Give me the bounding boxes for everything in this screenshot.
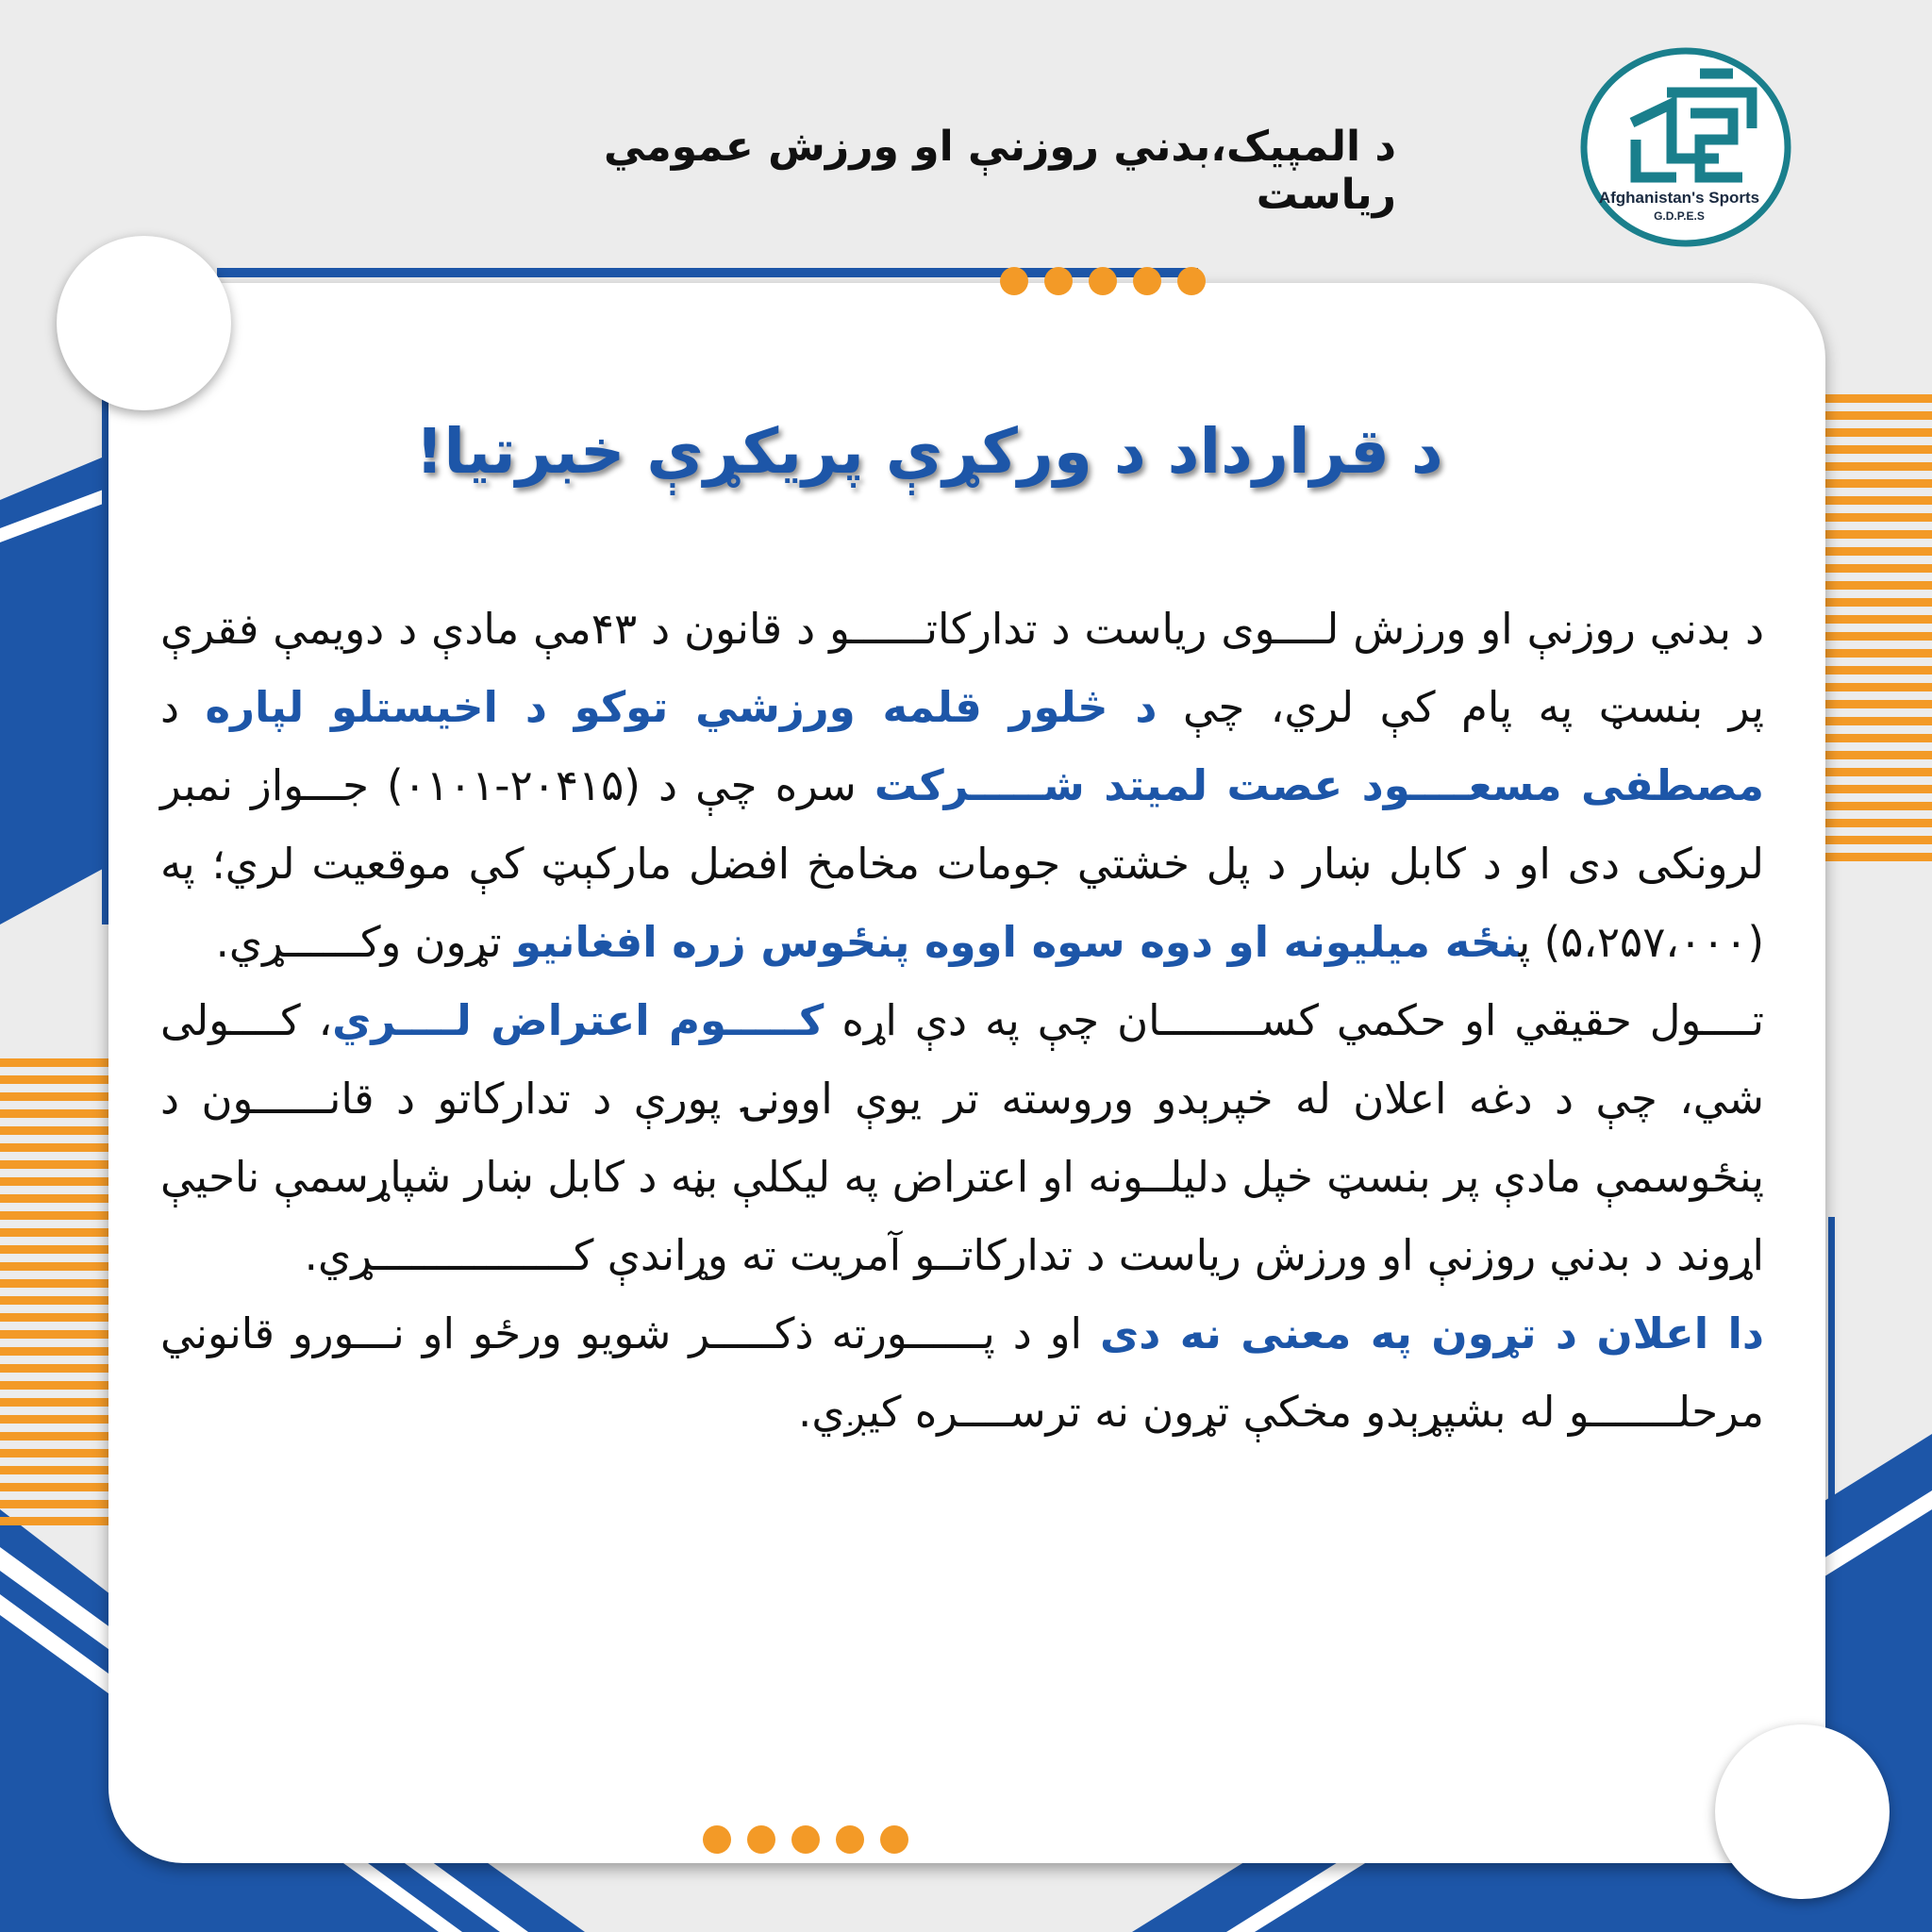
p2-text-1: تــــول حقیقي او حکمي کســــــــان چې په دې اړه [824,995,1764,1045]
corner-circle-bottom-right [1715,1724,1890,1899]
paragraph-3 [160,1294,1764,1451]
paragraph-1 [160,590,1764,981]
p2-text-2: ، کــــولی شي، چې د دغه اعلان له خپرېدو وروسته تر یوې اوونۍ پورې د تدارکاتو د قانــــــون د پنځوسمې مادې پر بنسټ خپل دلیلــونه او اعتراض په لیکلې بڼه د کابل ښار شپاړسمې ناحیې اړوند د بدني روزنې او ورزش ریاست د تدارکاتــو آمریت ته وړاندې کــــــــــــــــړي. [160,995,1764,1280]
p1-highlight-2: مصطفی مسعــــود عصت لمیتد شـــــرکت [874,760,1764,810]
corner-circle-top-left [57,236,231,410]
logo-text-sub: G.D.P.E.S [1654,209,1705,223]
p2-highlight-1: کـــــوم اعتراض لــــري [332,995,824,1045]
p1-text-2: د [160,682,206,732]
bottom-orange-dots [689,1821,934,1858]
p3-highlight-1: دا اعلان د تړون په معنی نه دی [1100,1308,1764,1358]
p1-text-4: تړون وکــــــړي. [215,917,515,967]
p1-text-1: د بدني روزنې او ورزش لــــوی ریاست د تدارکاتــــــو د قانون د ۴۳مې مادې د دویمې فقرې پر بنسټ په پام کې لري، چې [160,604,1765,732]
logo-text-main: Afghanistan's Sports [1598,189,1760,207]
header-title: د المپیک،بدني روزنې او ورزش عمومي ریاست [603,123,1396,219]
top-orange-dots [986,262,1231,300]
left-vline-1 [102,396,108,924]
headline: د قرارداد د ورکړې پریکړې خبرتیا! [415,415,1443,488]
p1-text-3: سره چې د (۲۰۴۱۵-۰۱۰۱) جـــواز نمبر لرونکی دی او د کابل ښار د پل خشتي جومات مخامخ افضل مارکېټ کې موقعیت لري؛ په (۵،۲۵۷،۰۰۰) پ [160,760,1764,967]
body-text [160,590,1764,1451]
paragraph-2 [160,981,1764,1294]
p1-highlight-3: نځه میلیونه او دوه سوه اووه پنځوس زره افغانیو [514,917,1519,967]
p1-highlight-1: د څلور قلمه ورزشي توکو د اخیستلو لپاره [205,682,1158,732]
left-orange-stripes [0,1058,111,1525]
p3-text-1: او د پــــــورته ذکـــــر شویو ورځو او نـــورو قانوني مرحلـــــــو له بشپړېدو مخکې تړون نه ترســــره کیږي. [160,1308,1764,1437]
